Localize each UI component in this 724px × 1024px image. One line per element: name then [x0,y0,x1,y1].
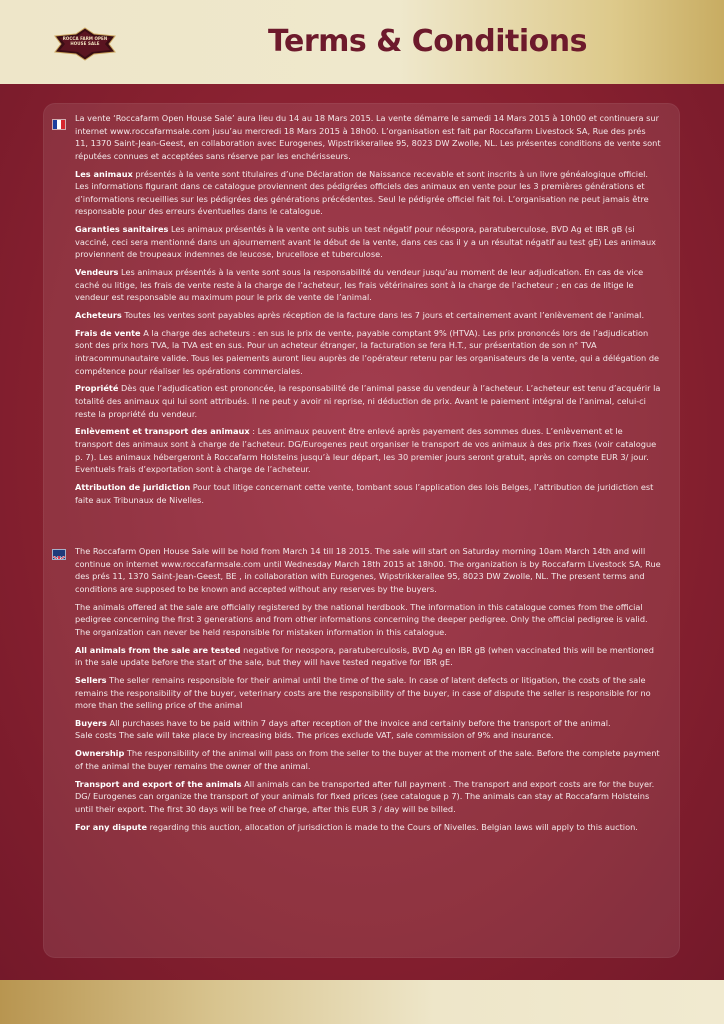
terms-paragraph [75,601,661,639]
french-terms [75,112,661,511]
terms-paragraph [75,674,661,712]
paragraph-text: Pour tout litige concernant cette vente, tombant sous l’application des lois Belges, l’attribution de juridiction est faite aux Tribunaux de Nivelles. [75,481,654,505]
paragraph-text: présentés à la vente sont titulaires d’une Déclaration de Naissance recevable et sont inscrits à un livre généalogique officiel. Les informations figurant dans ce catalogue proviennent des pédigrées officiels des animaux en vente pour les 3 premières générations et d’informations recueillies sur les pédigrées des générations précédentes. Seul le pédigrée officiel fait foi. L’organisation ne peut jamais être responsable pour des erreurs éventuelles dans le catalogue. [75,168,649,217]
terms-paragraph [75,266,661,304]
paragraph-text: The Roccafarm Open House Sale will be hold from March 14 till 18 2015. The sale will start on Saturday morning 10am March 14th and will continue on internet www.roccafarmsale.com until Wednesday March 18th 2015 at 18h00. The organization is by Roccafarm Livestock SA, Rue des prés 11, 1370 Saint-Jean-Geest, BE , in collaboration with Eurogenes, Wipstrikkerallee 95, 8023 DW Zwolle, NL. The present terms and conditions are supposed to be known and accepted without any reserves by the buyers. [75,546,661,594]
terms-paragraph [75,778,661,816]
paragraph-text: A la charge des acheteurs : en sus le prix de vente, payable comptant 9% (HTVA). Les prix prononcés lors de l’adjudication sont des prix hors TVA, la TVA est en sus. Pour un acheteur étranger, la facturation se fera H.T., sur présentation de son n° TVA intracommunautaire valide. Tous les paiements auront lieu auprès de l’opérateur retenu par les organisateurs de la vente, qui a délégation de compétence pour réaliser les opérations commerciales. [75,327,660,376]
paragraph-heading: Ownership [75,748,125,759]
terms-paragraph [75,821,661,834]
terms-paragraph [75,747,661,772]
terms-paragraph [75,644,661,669]
paragraph-heading: For any dispute [75,821,148,832]
paragraph-heading: Frais de vente [75,327,141,338]
terms-paragraph [75,425,661,475]
paragraph-text: Dès que l’adjudication est prononcée, la responsabilité de l’animal passe du vendeur à l’acheteur. L’acheteur est tenu d’acquérir la totalité des animaux qui lui sont attribués. Il ne peut y avoir ni reprise, ni déduction de prix. Avant le paiement intégral de l’animal, celui-ci reste la propriété du vendeur. [75,383,661,419]
paragraph-text: Les animaux présentés à la vente sont sous la responsabilité du vendeur jusqu’au moment de leur adjudication. En cas de vice caché ou litige, les frais de vente reste à la charge de l’acheteur, les frais vétérinaires sont à la charge de l’acheteur ; en cas de litige le vendeur est responsable au maximum pour le prix de vente de l’animal. [75,267,644,303]
terms-paragraph [75,382,661,420]
terms-paragraph [75,481,661,506]
page-title: Terms & Conditions [268,24,587,59]
paragraph-heading: Transport and export of the animals [75,778,242,789]
paragraph-heading: Buyers [75,717,107,728]
france-flag-icon [52,119,66,130]
paragraph-text: The seller remains responsible for their animal until the time of the sale. In case of latent defects or litigation, the costs of the sale remains the responsibility of the buyer, veterinary costs are the responsibility of the buyer, in case of dispute the seller is responsible for no more than the selling price of the animal [75,674,651,711]
paragraph-text: The responsibility of the animal will pass on from the seller to the buyer at the moment of the sale. Before the complete payment of the animal the buyer remains the owner of the animal. [75,748,660,771]
paragraph-text: The animals offered at the sale are officially registered by the national herdbook. The information in this catalogue comes from the official pedigree concerning the first 3 generations and from other informations concerning the deeper pedigree. Only the official pedigree is valid. The organization can never be held responsible for mistaken information in this catalogue. [75,601,648,637]
paragraph-heading: Les animaux [75,168,133,179]
terms-paragraph [75,223,661,261]
paragraph-text: : Les animaux peuvent être enlevé après payement des sommes dues. L’enlèvement et le transport des animaux sont à charge de l’acheteur. DG/Eurogenes peut organiser le transport de vos animaux à des prix fixes (voir catalogue p. 7). Les animaux hébergeront à Roccafarm Holsteins jusqu’à leur départ, les 30 premier jours seront gratuit, après on compte EUR 3/ jour. Eventuels frais d’exportation sont à charge de l’acheteur. [75,426,657,475]
footer-band [0,980,724,1024]
english-terms [75,545,661,838]
paragraph-text: Toutes les ventes sont payables après réception de la facture dans les 7 jours et certainement avant l’enlèvement de l’animal. [121,310,645,321]
paragraph-heading: Enlèvement et transport des animaux [75,426,250,437]
paragraph-text: All animals can be transported after full payment . The transport and export costs are for the buyer. DG/ Eurogenes can organize the transport of your animals for fixed prices (see catalogue p 7). The animals can stay at Roccafarm Holsteins until their export. The first 30 days will be free of charge, after this EUR 3 / day will be billed. [75,778,655,814]
terms-paragraph [75,168,661,218]
paragraph-heading: Garanties sanitaires [75,224,169,235]
paragraph-heading: All animals from the sale are tested [75,644,241,655]
logo-text: ROCCA FARM OPEN HOUSE SALE [62,36,108,46]
paragraph-heading: Vendeurs [75,267,119,278]
paragraph-heading: Sellers [75,674,107,685]
paragraph-text: All purchases have to be paid within 7 days after reception of the invoice and certainly before the transport of the animal. Sale costs The sale will take place by increasing bids. The prices exclude VAT, sale commission of 9% and insurance. [75,717,611,741]
terms-paragraph [75,545,661,595]
terms-paragraph [75,717,661,742]
paragraph-text: Les animaux présentés à la vente ont subis un test négatif pour néospora, paratuberculose, BVD Ag et IBR gB (si vacciné, ceci sera mentionné dans un ajournement avant le début de la vente, dans ces cas il y a un résultat négatif au test gE) Les animaux proviennent de troupeaux indemnes de leucose, brucellose et tuberculose. [75,224,656,260]
terms-paragraph [75,327,661,377]
paragraph-heading: Propriété [75,383,119,394]
terms-paragraph [75,309,661,322]
uk-flag-icon [52,549,66,560]
paragraph-heading: Acheteurs [75,310,122,321]
roccafarm-logo [54,27,116,61]
terms-paragraph [75,112,661,162]
paragraph-heading: Attribution de juridiction [75,481,191,492]
paragraph-text: regarding this auction, allocation of jurisdiction is made to the Cours of Nivelles. Belgian laws will apply to this auction. [147,821,638,832]
paragraph-text: negative for neospora, paratuberculosis, BVD Ag en IBR gB (when vaccinated this will be mentioned in the sale update before the start of the sale, but they will have tested negative for IBR gE. [75,644,654,668]
paragraph-text: La vente ‘Roccafarm Open House Sale’ aura lieu du 14 au 18 Mars 2015. La vente démarre le samedi 14 Mars 2015 à 10h00 et continuera sur internet www.roccafarmsale.com jusu’au mercredi 18 Mars 2015 à 18h00. L’organisation est fait par Roccafarm Livestock SA, Rue des prés 11, 1370 Saint-Jean-Geest, en collaboration avec Eurogenes, Wipstrikkerallee 95, 8023 DW Zwolle, NL. Les présentes conditions de vente sont réputées connues et acceptées sans réserve par les enchérisseurs. [75,113,661,161]
